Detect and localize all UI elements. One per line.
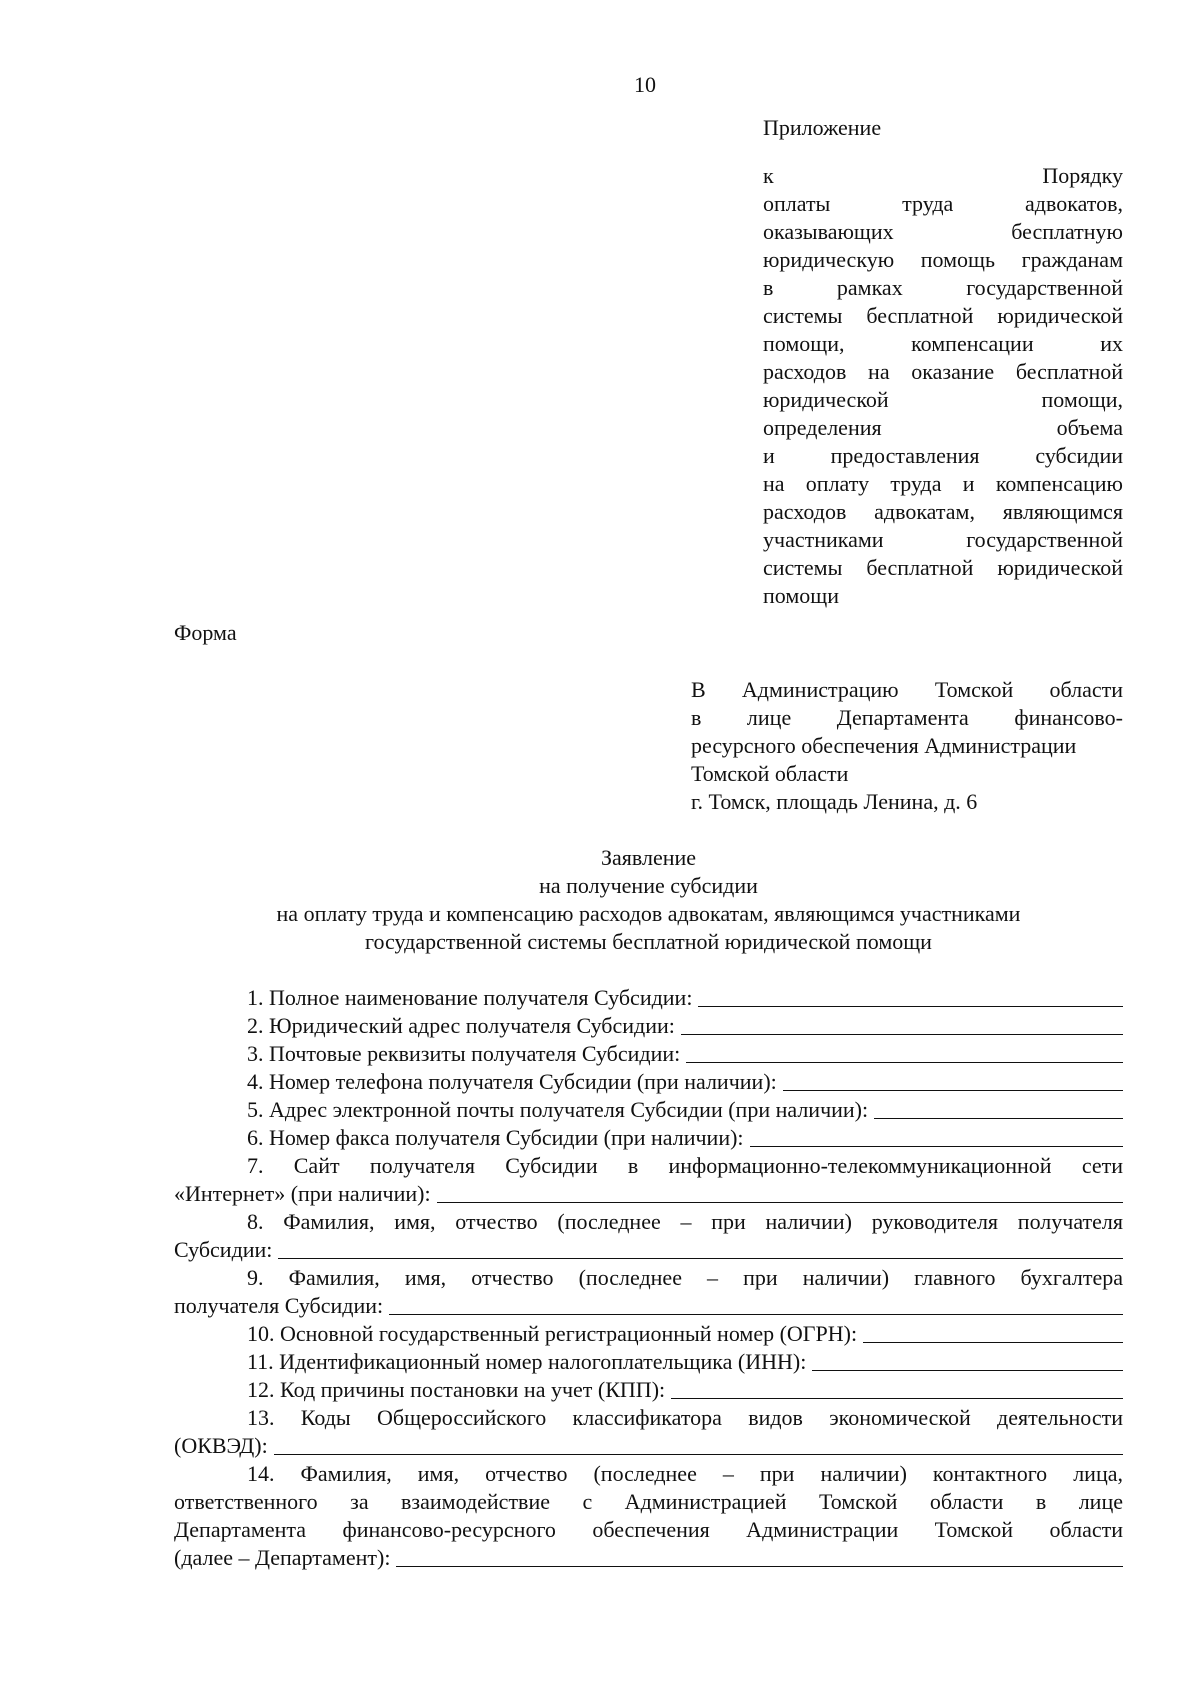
field-blank-line[interactable] (783, 1068, 1123, 1091)
field-website-label: 7. Сайт получателя Субсидии в информационно-телекоммуникационной сети (247, 1153, 1123, 1178)
field-blank-line[interactable] (437, 1180, 1123, 1203)
addressee-line: Томской области (691, 761, 849, 786)
appendix-line: системы бесплатной юридической (763, 303, 1123, 328)
field-okved-label: 13. Коды Общероссийского классификатора видов экономической деятельности (247, 1405, 1123, 1430)
appendix-line: помощи, компенсации их (763, 331, 1123, 356)
field-legal-address (174, 1012, 1123, 1040)
field-blank-line[interactable] (863, 1320, 1123, 1343)
addressee-line: ресурсного обеспечения Администрации (691, 733, 1077, 758)
field-blank-line[interactable] (698, 984, 1123, 1007)
document-heading (174, 844, 1123, 956)
field-label: 3. Почтовые реквизиты получателя Субсидии: (247, 1041, 681, 1066)
field-blank-line[interactable] (874, 1096, 1123, 1119)
field-email (174, 1096, 1123, 1124)
appendix-line: и предоставления субсидии (763, 443, 1123, 468)
field-blank-line[interactable] (812, 1348, 1123, 1371)
field-contact (174, 1544, 1123, 1572)
field-label: 6. Номер факса получателя Субсидии (при наличии): (247, 1125, 744, 1150)
field-label: «Интернет» (при наличии): (174, 1181, 431, 1206)
heading-title: Заявление (600, 845, 697, 870)
field-label: 12. Код причины постановки на учет (КПП): (247, 1377, 666, 1402)
field-accountant (174, 1292, 1123, 1320)
appendix-line: расходов на оказание бесплатной (763, 359, 1123, 384)
field-label: (ОКВЭД): (174, 1433, 268, 1458)
field-label: Субсидии: (174, 1237, 273, 1262)
heading-line: на получение субсидии (539, 873, 758, 898)
appendix-line: юридической помощи, (763, 387, 1123, 412)
field-fax (174, 1124, 1123, 1152)
appendix-line: участниками государственной (763, 527, 1123, 552)
page-number: 10 (634, 72, 656, 97)
appendix-line: помощи (763, 583, 839, 608)
form-label: Форма (174, 620, 237, 645)
addressee-line: в лице Департамента финансово- (691, 705, 1123, 730)
field-postal-details (174, 1040, 1123, 1068)
field-kpp (174, 1376, 1123, 1404)
field-contact-label: 14. Фамилия, имя, отчество (последнее – при наличии) контактного лица, (247, 1461, 1123, 1486)
application-fields (174, 984, 1123, 1572)
heading-line: на оплату труда и компенсацию расходов адвокатам, являющимся участниками (276, 901, 1021, 926)
appendix-line: к Порядку (763, 163, 1123, 188)
field-label: 5. Адрес электронной почты получателя Субсидии (при наличии): (247, 1097, 869, 1122)
field-blank-line[interactable] (278, 1236, 1123, 1259)
field-director (174, 1236, 1123, 1264)
field-blank-line[interactable] (389, 1292, 1123, 1315)
field-director-label: 8. Фамилия, имя, отчество (последнее – при наличии) руководителя получателя (247, 1209, 1123, 1234)
field-label: 10. Основной государственный регистрационный номер (ОГРН): (247, 1321, 858, 1346)
field-blank-line[interactable] (681, 1012, 1123, 1035)
field-contact-label: Департамента финансово-ресурсного обеспечения Администрации Томской области (174, 1517, 1123, 1542)
field-okved (174, 1432, 1123, 1460)
field-label: 11. Идентификационный номер налогоплательщика (ИНН): (247, 1349, 807, 1374)
appendix-title: Приложение (763, 115, 882, 140)
appendix-line: в рамках государственной (763, 275, 1123, 300)
field-blank-line[interactable] (396, 1544, 1123, 1567)
addressee-block (691, 676, 1123, 816)
appendix-block (763, 114, 1123, 610)
field-phone (174, 1068, 1123, 1096)
field-inn (174, 1348, 1123, 1376)
field-website (174, 1180, 1123, 1208)
appendix-line: расходов адвокатам, являющимся (763, 499, 1123, 524)
field-blank-line[interactable] (750, 1124, 1123, 1147)
field-blank-line[interactable] (274, 1432, 1123, 1455)
appendix-line: определения объема (763, 415, 1123, 440)
appendix-line: оплаты труда адвокатов, (763, 191, 1123, 216)
heading-line: государственной системы бесплатной юридической помощи (365, 929, 932, 954)
field-label: (далее – Департамент): (174, 1545, 391, 1570)
field-blank-line[interactable] (671, 1376, 1123, 1399)
field-full-name (174, 984, 1123, 1012)
field-ogrn (174, 1320, 1123, 1348)
field-accountant-label: 9. Фамилия, имя, отчество (последнее – при наличии) главного бухгалтера (247, 1265, 1123, 1290)
addressee-line: В Администрацию Томской области (691, 677, 1123, 702)
field-label: 2. Юридический адрес получателя Субсидии: (247, 1013, 675, 1038)
field-blank-line[interactable] (686, 1040, 1123, 1063)
appendix-line: системы бесплатной юридической (763, 555, 1123, 580)
field-label: 1. Полное наименование получателя Субсидии: (247, 985, 693, 1010)
appendix-line: оказывающих бесплатную (763, 219, 1123, 244)
appendix-line: на оплату труда и компенсацию (763, 471, 1123, 496)
field-contact-label: ответственного за взаимодействие с Администрацией Томской области в лице (174, 1489, 1123, 1514)
appendix-line: юридическую помощь гражданам (763, 247, 1123, 272)
field-label: 4. Номер телефона получателя Субсидии (при наличии): (247, 1069, 777, 1094)
addressee-line: г. Томск, площадь Ленина, д. 6 (691, 789, 978, 814)
field-label: получателя Субсидии: (174, 1293, 384, 1318)
